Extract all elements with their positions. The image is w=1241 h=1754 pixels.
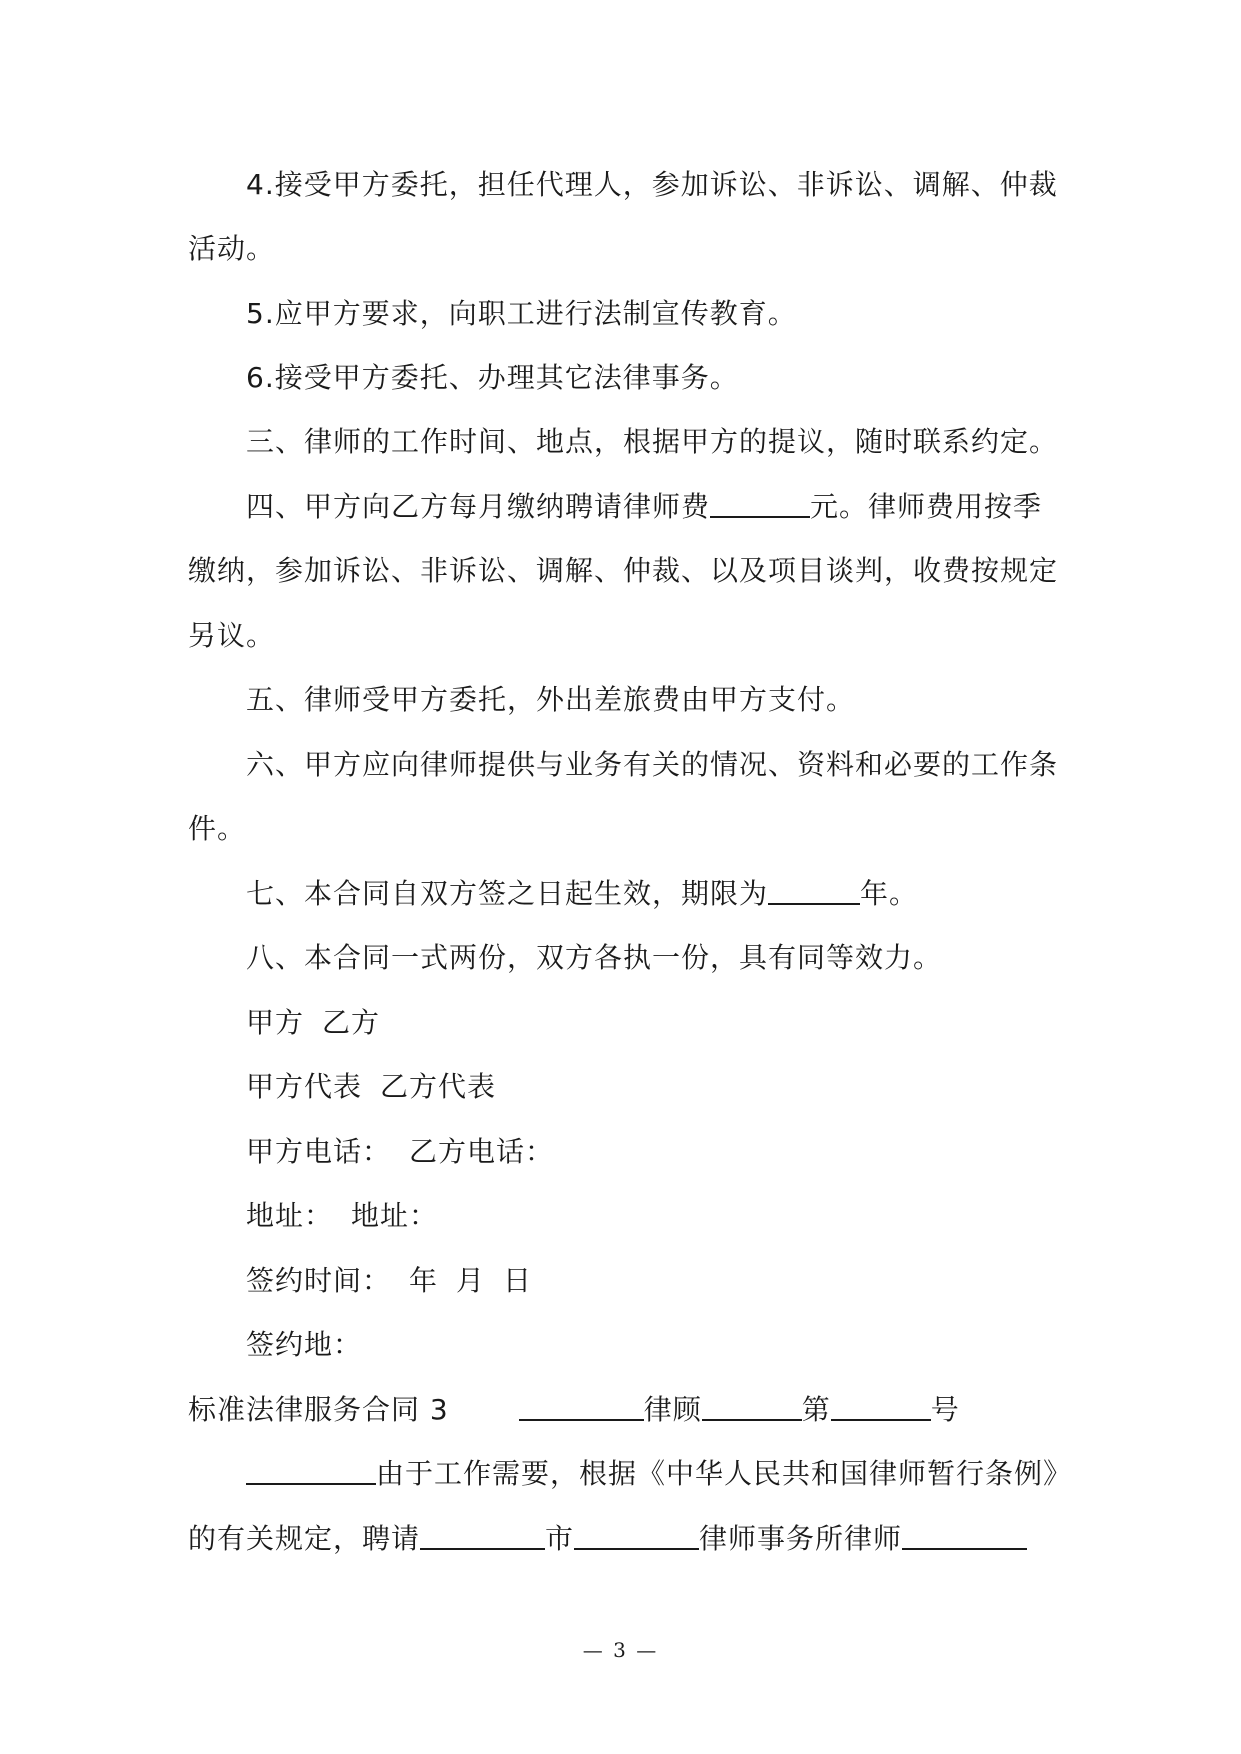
- clause-text: 另议。: [188, 619, 276, 652]
- party-b-rep-label: 乙方代表: [380, 1070, 497, 1103]
- year-label: 年: [409, 1264, 439, 1297]
- city-blank[interactable]: [420, 1522, 545, 1550]
- preamble-line-2: [188, 1522, 1027, 1556]
- clause-text: 6.接受甲方委托、办理其它法律事务。: [246, 361, 739, 394]
- representative-labels: [246, 1070, 496, 1104]
- clause-4-line-1: [246, 168, 1058, 202]
- day-label: 日: [503, 1264, 533, 1297]
- party-b-address-label: 地址：: [351, 1199, 439, 1232]
- section-6-line-1: [246, 748, 1058, 782]
- number-suffix-label: 号: [930, 1393, 960, 1426]
- clause-text: 年。: [860, 877, 919, 910]
- clause-text: 三、律师的工作时间、地点，根据甲方的提议，随时联系约定。: [246, 425, 1059, 458]
- section-4-line-1: [246, 490, 1042, 524]
- number-prefix-label: 第: [801, 1393, 831, 1426]
- clause-text: 四、甲方向乙方每月缴纳聘请律师费: [246, 490, 711, 523]
- month-label: 月: [456, 1264, 486, 1297]
- signing-place-line: [246, 1328, 362, 1362]
- clause-text: 活动。: [188, 232, 276, 265]
- section-5: [246, 683, 855, 717]
- section-8: [246, 941, 942, 975]
- term-blank[interactable]: [768, 877, 860, 905]
- clause-text: 由于工作需要，根据《中华人民共和国律师暂行条例》: [376, 1457, 1073, 1490]
- clause-text: 元。律师费用按季: [810, 490, 1043, 523]
- signing-date-line: [246, 1264, 532, 1298]
- year-blank[interactable]: [702, 1393, 802, 1421]
- party-b-label: 乙方: [322, 1006, 381, 1039]
- clause-text: 六、甲方应向律师提供与业务有关的情况、资料和必要的工作条: [246, 748, 1059, 781]
- clause-4-line-2: [188, 232, 275, 266]
- clause-5: [246, 297, 797, 331]
- clause-text: 八、本合同一式两份，双方各执一份，具有同等效力。: [246, 941, 943, 974]
- prefix-blank[interactable]: [519, 1393, 644, 1421]
- party-a-address-label: 地址：: [246, 1199, 334, 1232]
- city-label: 市: [545, 1522, 575, 1555]
- section-4-line-2: [188, 554, 1058, 588]
- clause-text: 五、律师受甲方委托，外出差旅费由甲方支付。: [246, 683, 856, 716]
- party-labels: [246, 1006, 380, 1040]
- party-b-phone-label: 乙方电话：: [409, 1135, 555, 1168]
- signing-date-label: 签约时间：: [246, 1264, 392, 1297]
- section-7: [246, 877, 918, 911]
- address-labels: [246, 1199, 438, 1233]
- section-4-line-3: [188, 619, 275, 653]
- clause-6: [246, 361, 739, 395]
- counsel-label: 律顾: [643, 1393, 702, 1426]
- clause-text: 的有关规定，聘请: [188, 1522, 421, 1555]
- number-blank[interactable]: [831, 1393, 931, 1421]
- page-number: — 3 —: [582, 1638, 659, 1662]
- phone-labels: [246, 1135, 554, 1169]
- clause-text: 缴纳，参加诉讼、非诉讼、调解、仲裁、以及项目谈判，收费按规定: [188, 554, 1059, 587]
- clause-text: 5.应甲方要求，向职工进行法制宣传教育。: [246, 297, 797, 330]
- signing-place-label: 签约地：: [246, 1328, 363, 1361]
- firm-blank[interactable]: [574, 1522, 699, 1550]
- firm-lawyer-label: 律师事务所律师: [699, 1522, 903, 1555]
- clause-text: 4.接受甲方委托，担任代理人，参加诉讼、非诉讼、调解、仲裁: [246, 168, 1058, 201]
- section-6-line-2: [188, 812, 246, 846]
- fee-blank[interactable]: [710, 490, 810, 518]
- contract-title: 标准法律服务合同 3: [188, 1393, 449, 1426]
- lawyer-name-blank[interactable]: [902, 1522, 1027, 1550]
- client-name-blank[interactable]: [246, 1457, 376, 1485]
- section-3: [246, 425, 1058, 459]
- contract-title-line: [188, 1393, 960, 1427]
- clause-text: 七、本合同自双方签之日起生效，期限为: [246, 877, 769, 910]
- preamble-line-1: [246, 1457, 1072, 1491]
- party-a-rep-label: 甲方代表: [246, 1070, 363, 1103]
- party-a-phone-label: 甲方电话：: [246, 1135, 392, 1168]
- party-a-label: 甲方: [246, 1006, 305, 1039]
- clause-text: 件。: [188, 812, 247, 845]
